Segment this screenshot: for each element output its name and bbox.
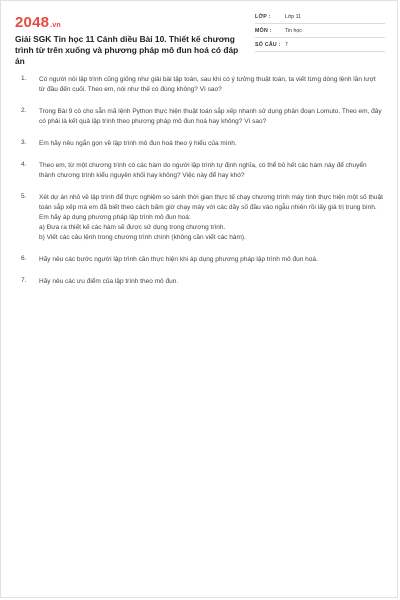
question-subpart: a) Đưa ra thiết kế các hàm sẽ được sử dụng trong chương trình. — [39, 224, 226, 231]
question-item — [21, 107, 383, 127]
question-subpart: b) Viết các câu lệnh trong chương trình chính (không cần viết các hàm). — [39, 234, 246, 241]
question-text: Em hãy nêu ngắn gọn về lập trình mô đun hoá theo ý hiểu của mình. — [39, 140, 237, 147]
question-text: Xét dự án nhỏ về lập trình để thực nghiệm so sánh thời gian thực tế chạy chương trình máy tính thực hiện một số thuật toán sắp xếp mà em đã biết theo cách bấm giờ chạy máy với các dãy số đầu vào ngẫu nhiên rồi lấy giá trị trung bình. Em hãy áp dụng phương pháp lập trình mô đun hoá: — [39, 194, 383, 221]
question-item — [21, 255, 383, 265]
meta-question-count — [255, 42, 385, 56]
question-item — [21, 193, 383, 243]
question-item — [21, 139, 383, 149]
logo-text: 2048 — [15, 14, 50, 31]
meta-class — [255, 14, 385, 28]
question-text: Trong Bài 9 có cho sẵn mã lệnh Python thực hiện thuật toán sắp xếp nhanh sử dụng phân đoạn Lomuto. Theo em, đây có phải là kết quả lập trình theo phương pháp mô đun hoá hay không? Vì sao? — [39, 108, 382, 125]
question-number: 3. — [21, 139, 27, 146]
meta-label: MÔN : — [255, 28, 272, 34]
meta-subject — [255, 28, 385, 42]
question-item — [21, 75, 383, 95]
question-number: 4. — [21, 161, 27, 168]
meta-label: SỐ CÂU : — [255, 42, 281, 48]
question-number: 2. — [21, 107, 27, 114]
question-item — [21, 161, 383, 181]
meta-value: 7 — [285, 42, 288, 48]
question-text: Có người nói lập trình cũng giống như giải bài tập toán, sau khi có ý tưởng thuật toán, ta viết từng dòng lệnh lần lượt từ đầu đến cuối. Theo em, nói như thế có đúng không? Vì sao? — [39, 76, 376, 93]
worksheet-header — [1, 1, 397, 66]
question-text: Hãy nêu các ưu điểm của lập trình theo mô đun. — [39, 278, 179, 285]
meta-underline — [255, 23, 385, 24]
worksheet-title: Giải SGK Tin học 11 Cánh diều Bài 10. Thiết kế chương trình từ trên xuống và phương pháp mô đun hoá có đáp án — [15, 34, 239, 66]
worksheet-meta — [255, 14, 385, 56]
question-number: 5. — [21, 193, 27, 200]
meta-underline — [255, 37, 385, 38]
meta-value: Tin học — [285, 28, 302, 34]
site-logo[interactable] — [15, 14, 61, 31]
question-text: Theo em, từ một chương trình có các hàm do người lập trình tự định nghĩa, có thể bỏ hết các hàm này để chuyển thành chương trình kiểu nguyên khối hay không? Việc này để hay khó? — [39, 162, 367, 179]
question-list — [21, 75, 383, 299]
meta-underline — [255, 51, 385, 52]
meta-value: Lớp 11 — [285, 14, 301, 20]
question-number: 1. — [21, 75, 27, 82]
meta-label: LỚP : — [255, 14, 271, 20]
question-number: 6. — [21, 255, 27, 262]
question-text-block — [39, 193, 383, 243]
question-text: Hãy nêu các bước người lập trình cần thực hiện khi áp dụng phương pháp lập trình mô đun hoá. — [39, 256, 318, 263]
logo-suffix: .vn — [50, 22, 61, 29]
question-item — [21, 277, 383, 287]
question-number: 7. — [21, 277, 27, 284]
